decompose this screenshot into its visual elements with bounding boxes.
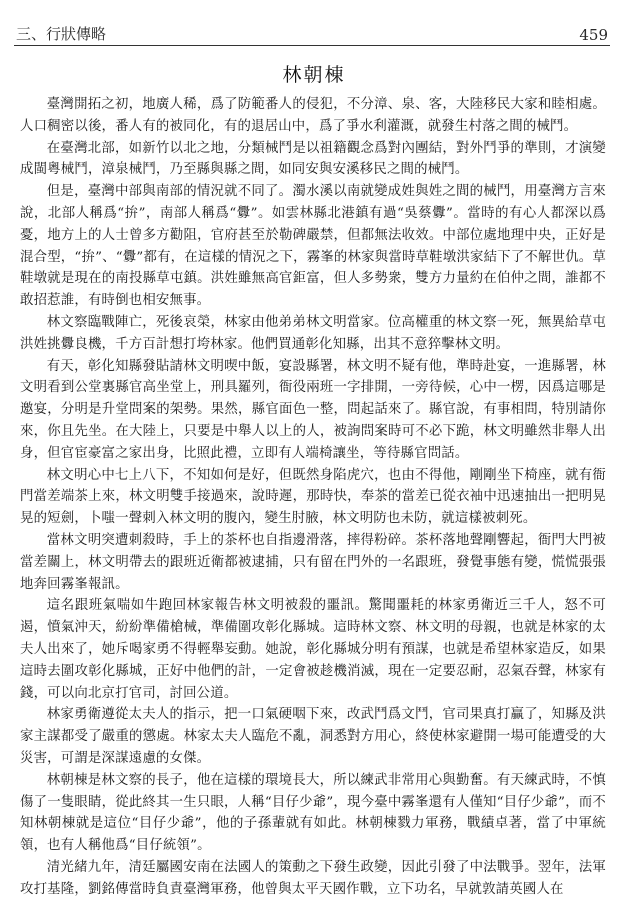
section-heading: 三、行狀傳略: [16, 25, 107, 43]
page-number: 459: [579, 26, 608, 44]
paragraph: 林文明心中七上八下，不知如何是好，但既然身陷虎穴，也由不得他，剛剛坐下椅座，就有衙門當差端茶上來，林文明雙手接過來，說時遲，那時快，奉茶的當差已從衣袖中迅速抽出一把明晃晃的短劍，卜嗤一聲刺入林文明的腹內，變生肘腋，林文明防也未防，就這樣被刺死。: [20, 467, 606, 527]
paragraph: 這名跟班氣喘如牛跑回林家報告林文明被殺的噩訊。驚聞噩耗的林家勇衛近三千人，怒不可遏，憤氣沖天，紛紛準備槍械，準備圍攻彰化縣城。這時林文察、林文明的母親，也就是林家的太夫人出來了，她斥喝家勇不得輕舉妄動。她說，彰化縣城分明有預謀，也就是希望林家造反，如果這時去圍攻彰化縣城，正好中他們的計，一定會被趁機消滅，現在一定要忍耐，忍氣吞聲，林家有錢，可以向北京打官司，討回公道。: [20, 598, 606, 701]
header-rule: [14, 45, 610, 46]
paragraph: 當林文明突遭刺殺時，手上的茶杯也自指邊滑落，摔得粉碎。茶杯落地聲剛響起，衙門大門被當差關上，林文明帶去的跟班近衛都被逮捕，只有留在門外的一名跟班，發覺事態有變，慌慌張張地奔回霧峯報訊。: [20, 532, 606, 592]
running-header: [16, 22, 608, 44]
article-body: [20, 94, 606, 900]
paragraph: 但是，臺灣中部與南部的情況就不同了。濁水溪以南就變成姓與姓之間的械鬥，用臺灣方言來說，北部人稱爲“拚”，南部人稱爲“釁”。如雲林縣北港鎮有過“吳蔡釁”。當時的有心人都深以爲憂，地方上的人士曾多方勸阻，官府甚至於勒碑嚴禁，但都無法收效。中部位處地理中央，正好是混合型，“拚”、“釁”都有，在這樣的情況之下，霧峯的林家與當時草鞋墩洪家結下了不解世仇。草鞋墩就是現在的南投縣草屯鎮。洪姓雖無高官鉅富，但人多勢衆，雙方力量約在伯仲之間，誰都不敢招惹誰，有時倒也相安無事。: [20, 184, 606, 309]
paragraph: 在臺灣北部，如新竹以北之地，分類械鬥是以祖籍觀念爲對內團結，對外鬥爭的準則，才演變成閩粵械鬥，漳泉械鬥，乃至縣與縣之間，如同安與安溪移民之間的械鬥。: [20, 140, 606, 178]
article-title: 林朝棟: [282, 64, 346, 86]
paragraph: 臺灣開拓之初，地廣人稀，爲了防範番人的侵犯，不分漳、泉、客，大陸移民大家和睦相處。人口稠密以後，番人有的被同化，有的退居山中，爲了爭水利灌溉，就發生村落之間的械鬥。: [20, 97, 606, 134]
paragraph: 有天，彰化知縣發貼請林文明喫中飯，宴設縣署，林文明不疑有他，準時赴宴，一進縣署，林文明看到公堂裏縣官高坐堂上，刑具羅列，衙役兩班一字排開，一旁待候，心中一楞，因爲這哪是邀宴，分明是升堂問案的架勢。果然，縣官面色一整，問起話來了。縣官說，有事相問，特別請你來，你且先坐。在大陸上，只要是中舉人以上的人，被詢問案時可不必下跪，林文明雖然非舉人出身，但官宦豪富之家出身，比照此禮，立即有人端椅讓坐，等待縣官問話。: [20, 358, 606, 461]
paragraph: 林朝棟是林文察的長子，他在這樣的環境長大，所以練武非常用心與勤奮。有天練武時，不慎傷了一隻眼睛，從此終其一生只眼，人稱“目仔少爺”，現今臺中霧峯還有人僅知“目仔少爺”，而不知林朝棟就是這位“目仔少爺”，他的子孫輩就有如此。林朝棟戮力軍務，戰績卓著，當了中軍統領，也有人稱他爲“目仔統領”。: [20, 772, 606, 854]
paragraph: 清光緒九年，清廷屬國安南在法國人的策動之下發生政變，因此引發了中法戰爭。翌年，法軍攻打基隆，劉銘傳當時負責臺灣軍務，他曾與太平天國作戰，立下功名，早就敦請英國人在: [20, 859, 606, 897]
paragraph: 林文察臨戰陣亡，死後哀榮，林家由他弟弟林文明當家。位高權重的林文察一死，無異給草屯洪姓挑釁良機，千方百計想打垮林家。他們買通彰化知縣，出其不意猝擊林文明。: [20, 314, 606, 352]
paragraph: 林家勇衛遵從太夫人的指示，把一口氣硬咽下來，改武鬥爲文鬥，官司果真打贏了，知縣及洪家主謀都受了嚴重的懲處。林家太夫人臨危不亂，洞悉對方用心，終使林家避開一場可能遭受的大災害，可謂是深謀遠慮的女傑。: [20, 707, 606, 766]
